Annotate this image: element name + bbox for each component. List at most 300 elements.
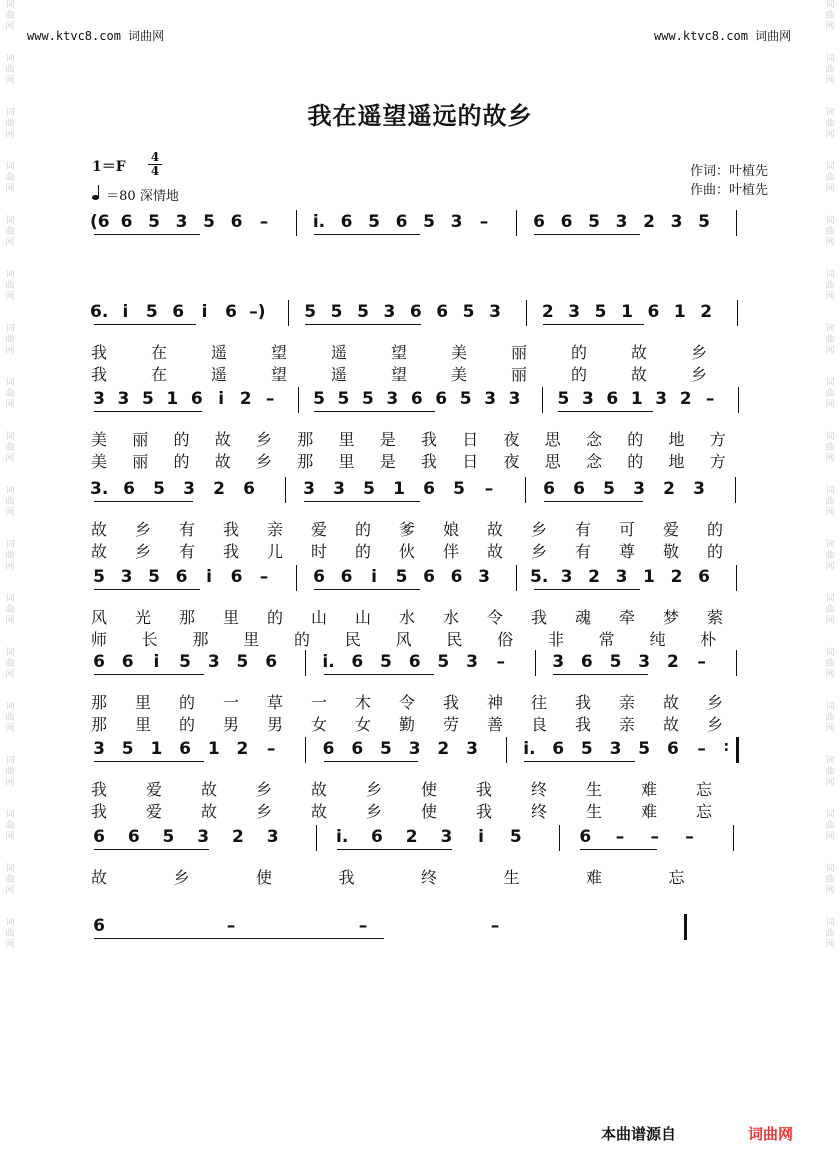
notation-row bbox=[90, 208, 760, 238]
lyric-char: 乡 bbox=[255, 802, 272, 821]
lyric-char: 那 bbox=[90, 715, 107, 734]
note: 5 bbox=[557, 389, 570, 409]
watermark-mark: 词 曲 网 bbox=[825, 756, 835, 788]
lyric-char: 念 bbox=[585, 430, 602, 449]
lyric-char: 使 bbox=[255, 868, 272, 887]
lyric-char: 乡 bbox=[530, 542, 547, 561]
note: 6 bbox=[410, 389, 423, 409]
bar-line bbox=[506, 737, 507, 763]
beam-line bbox=[314, 589, 420, 590]
lyric-char: 那 bbox=[90, 693, 107, 712]
note: 3 bbox=[466, 739, 478, 759]
note: 3 bbox=[484, 389, 497, 409]
note: 5 bbox=[121, 739, 134, 759]
watermark-mark: 词 曲 网 bbox=[825, 540, 835, 572]
beam-line bbox=[580, 849, 656, 850]
note: 5 bbox=[93, 567, 105, 587]
note: 2 bbox=[437, 739, 450, 759]
beam-line bbox=[305, 324, 421, 325]
bar-line bbox=[736, 210, 737, 236]
lyric-char: 丽 bbox=[510, 365, 527, 384]
note: i. bbox=[322, 652, 335, 672]
lyric-char: 望 bbox=[390, 343, 407, 362]
lyric-row-1 bbox=[90, 517, 760, 539]
watermark-mark: 词 曲 网 bbox=[825, 594, 835, 626]
lyric-char: 乡 bbox=[255, 780, 272, 799]
lyric-char: 乡 bbox=[255, 452, 272, 471]
note: 3 bbox=[303, 479, 315, 499]
lyric-row-2 bbox=[90, 627, 760, 649]
lyric-char: 的 bbox=[354, 542, 371, 561]
lyric-row-1 bbox=[90, 605, 760, 627]
note: 6 bbox=[666, 739, 679, 759]
lyric-char: 那 bbox=[178, 608, 195, 627]
lyric-char: 乡 bbox=[530, 520, 547, 539]
lyric-char: 我 bbox=[420, 452, 437, 471]
lyric-char: 生 bbox=[585, 802, 602, 821]
note: 5 bbox=[313, 389, 325, 409]
watermark-mark: 词 曲 网 bbox=[5, 378, 15, 410]
lyric-char: 故 bbox=[486, 520, 503, 539]
note: – bbox=[358, 916, 368, 936]
lyric-char: 日 bbox=[462, 430, 479, 449]
note: 3 bbox=[386, 389, 399, 409]
lyric-char: 我 bbox=[90, 365, 107, 384]
note: 6 bbox=[647, 302, 660, 322]
lyric-char: 遥 bbox=[210, 365, 227, 384]
lyric-char: 乡 bbox=[134, 542, 151, 561]
lyric-char: 令 bbox=[486, 608, 503, 627]
note: 6 bbox=[340, 567, 353, 587]
note: 6 bbox=[606, 389, 619, 409]
note: 5 bbox=[423, 212, 435, 232]
bar-line bbox=[736, 565, 737, 591]
bar-line bbox=[516, 565, 517, 591]
note: i bbox=[218, 389, 225, 409]
lyric-char: 美 bbox=[450, 365, 467, 384]
note: 6 bbox=[172, 302, 185, 322]
watermark-mark: 词 曲 网 bbox=[5, 216, 15, 248]
bar-line bbox=[298, 387, 299, 413]
lyric-char: 的 bbox=[627, 430, 644, 449]
lyric-row-1 bbox=[90, 865, 760, 887]
note: 3 bbox=[117, 389, 130, 409]
lyric-char: 女 bbox=[310, 715, 327, 734]
quarter-note-icon bbox=[92, 186, 102, 200]
note: – bbox=[259, 212, 269, 232]
lyric-char: 我 bbox=[530, 608, 547, 627]
lyric-char: 山 bbox=[310, 608, 327, 627]
notation-row bbox=[90, 475, 760, 505]
note: 3 bbox=[266, 827, 279, 847]
time-signature bbox=[148, 151, 162, 178]
note: i. bbox=[523, 739, 536, 759]
note: 6 bbox=[340, 212, 353, 232]
beam-line bbox=[534, 589, 640, 590]
lyric-char: 的 bbox=[178, 693, 195, 712]
note: 3 bbox=[655, 389, 668, 409]
lyric-char: 往 bbox=[530, 693, 547, 712]
lyric-char: 亲 bbox=[618, 693, 635, 712]
watermark-mark: 词 曲 网 bbox=[5, 432, 15, 464]
bar-line bbox=[305, 650, 306, 676]
note: 5 bbox=[594, 302, 607, 322]
note: 5 bbox=[437, 652, 450, 672]
notation-row bbox=[90, 912, 760, 942]
note: i bbox=[206, 567, 212, 587]
beam-line bbox=[324, 674, 434, 675]
lyric-char: 里 bbox=[134, 693, 151, 712]
lyric-char: 我 bbox=[475, 780, 492, 799]
lyric-char: 故 bbox=[310, 802, 327, 821]
note: 6 bbox=[123, 479, 135, 499]
lyric-char: 山 bbox=[354, 608, 371, 627]
lyric-char: 有 bbox=[574, 520, 591, 539]
note: 1 bbox=[621, 302, 633, 322]
lyric-char: 美 bbox=[90, 430, 107, 449]
watermark-mark: 词 曲 网 bbox=[5, 324, 15, 356]
note: 2 bbox=[405, 827, 418, 847]
beam-line bbox=[324, 761, 419, 762]
lyric-char: 乡 bbox=[365, 802, 382, 821]
beam-line bbox=[314, 234, 420, 235]
lyric-char: 有 bbox=[574, 542, 591, 561]
score-line bbox=[90, 648, 760, 734]
bar-line bbox=[516, 210, 517, 236]
note: 5 bbox=[509, 827, 522, 847]
watermark-mark: 词 曲 网 bbox=[825, 864, 835, 896]
note: 3 bbox=[93, 739, 105, 759]
lyric-char: 丽 bbox=[132, 452, 149, 471]
lyric-char: 里 bbox=[338, 430, 355, 449]
watermark-mark: 词 曲 网 bbox=[825, 0, 835, 32]
lyric-char: 难 bbox=[585, 868, 602, 887]
header-right-site[interactable]: www.ktvc8.com 词曲网 bbox=[654, 29, 792, 43]
note: 3 bbox=[120, 567, 133, 587]
note: 5 bbox=[459, 389, 472, 409]
score-line bbox=[90, 563, 760, 649]
beam-line bbox=[524, 761, 634, 762]
lyric-char: 丽 bbox=[132, 430, 149, 449]
lyric-char: 故 bbox=[630, 365, 647, 384]
lyric-char: 在 bbox=[150, 343, 167, 362]
bar-line bbox=[684, 914, 687, 940]
note: 3 bbox=[670, 212, 683, 232]
note: 5 bbox=[153, 479, 165, 499]
note: 6 bbox=[179, 739, 191, 759]
note: – bbox=[705, 389, 715, 409]
lyric-char: 水 bbox=[442, 608, 459, 627]
note: 3 bbox=[568, 302, 581, 322]
lyric-char: 爱 bbox=[145, 802, 162, 821]
note: 5 bbox=[162, 827, 175, 847]
note: 6 bbox=[698, 567, 710, 587]
watermark-mark: 词 曲 网 bbox=[5, 918, 15, 950]
lyric-char: 的 bbox=[570, 343, 587, 362]
lyric-char: 我 bbox=[338, 868, 355, 887]
score-line bbox=[90, 735, 760, 821]
note: –) bbox=[249, 302, 266, 322]
watermark-mark: 词 曲 网 bbox=[825, 216, 835, 248]
lyric-char: 的 bbox=[173, 452, 190, 471]
lyric-char: 爱 bbox=[145, 780, 162, 799]
lyric-char: 我 bbox=[222, 542, 239, 561]
beam-line bbox=[94, 761, 204, 762]
lyric-char: 可 bbox=[618, 520, 635, 539]
lyric-char: 难 bbox=[640, 802, 657, 821]
lyric-row-1 bbox=[90, 690, 760, 712]
lyric-char: 那 bbox=[297, 430, 314, 449]
beam-line bbox=[543, 324, 645, 325]
note: 3 bbox=[466, 652, 478, 672]
bar-line bbox=[735, 477, 736, 503]
note: 6 bbox=[127, 827, 140, 847]
note: 6 bbox=[395, 212, 408, 232]
lyric-char: 水 bbox=[398, 608, 415, 627]
note: 5 bbox=[453, 479, 465, 499]
watermark-mark: 词 曲 网 bbox=[5, 540, 15, 572]
lyric-char: 方 bbox=[709, 430, 726, 449]
beam-line bbox=[94, 234, 200, 235]
watermark-strip-right bbox=[820, 0, 840, 1169]
note: 6 bbox=[409, 302, 422, 322]
note: 2 bbox=[541, 302, 554, 322]
bar-line bbox=[737, 300, 738, 326]
bar-line bbox=[316, 825, 317, 851]
note: – bbox=[484, 479, 494, 499]
note: 5 bbox=[148, 212, 160, 232]
beam-line bbox=[94, 938, 384, 939]
lyric-char: 里 bbox=[222, 608, 239, 627]
lyric-char: 故 bbox=[662, 715, 679, 734]
watermark-mark: 词 曲 网 bbox=[5, 270, 15, 302]
note: i bbox=[371, 567, 377, 587]
lyric-char: 我 bbox=[222, 520, 239, 539]
watermark-mark: 词 曲 网 bbox=[5, 648, 15, 680]
watermark-mark: 词 曲 网 bbox=[825, 378, 835, 410]
note: 3 bbox=[478, 567, 490, 587]
lyric-char: 我 bbox=[574, 715, 591, 734]
lyric-char: 的 bbox=[627, 452, 644, 471]
note: 5 bbox=[609, 652, 622, 672]
note: 5 bbox=[462, 302, 475, 322]
watermark-mark: 词 曲 网 bbox=[825, 486, 835, 518]
footer-source-text: 本曲谱源自 bbox=[601, 1125, 677, 1143]
lyric-char: 使 bbox=[420, 802, 437, 821]
lyric-char: 乡 bbox=[255, 430, 272, 449]
lyric-char: 爹 bbox=[398, 520, 415, 539]
lyric-char: 俗 bbox=[497, 630, 514, 649]
lyric-char: 望 bbox=[390, 365, 407, 384]
lyric-char: 使 bbox=[420, 780, 437, 799]
bar-line bbox=[535, 650, 536, 676]
note: 6 bbox=[579, 827, 592, 847]
note: 3 bbox=[207, 652, 220, 672]
bar-line bbox=[296, 565, 297, 591]
note: 3 bbox=[633, 479, 645, 499]
beam-line bbox=[534, 234, 640, 235]
score-line bbox=[90, 208, 760, 238]
lyric-char: 遥 bbox=[210, 343, 227, 362]
note: 6 bbox=[313, 567, 325, 587]
lyric-char: 故 bbox=[90, 542, 107, 561]
lyric-char: 里 bbox=[338, 452, 355, 471]
lyric-char: 思 bbox=[544, 430, 561, 449]
lyric-char: 我 bbox=[442, 693, 459, 712]
lyric-char: 生 bbox=[585, 780, 602, 799]
lyric-char: 故 bbox=[200, 780, 217, 799]
lyric-char: 故 bbox=[630, 343, 647, 362]
lyric-char: 难 bbox=[640, 780, 657, 799]
note: 3 bbox=[197, 827, 210, 847]
score-line bbox=[90, 385, 760, 471]
bar-line bbox=[526, 300, 527, 326]
lyric-char: 一 bbox=[222, 693, 239, 712]
note: 5 bbox=[330, 302, 343, 322]
note: 3 bbox=[581, 389, 594, 409]
beam-line bbox=[94, 411, 202, 412]
lyric-char: 常 bbox=[598, 630, 615, 649]
note: 6 bbox=[351, 652, 364, 672]
note: 5 bbox=[603, 479, 615, 499]
note: 1 bbox=[207, 739, 220, 759]
note: 1 bbox=[166, 389, 179, 409]
note: 3 bbox=[93, 389, 105, 409]
note: 5. bbox=[530, 567, 549, 587]
lyric-char: 丽 bbox=[510, 343, 527, 362]
repeat-dots: : bbox=[723, 739, 730, 755]
lyric-char: 方 bbox=[709, 452, 726, 471]
note: 3 bbox=[450, 212, 463, 232]
lyric-row-2 bbox=[90, 449, 760, 471]
header-left-site[interactable]: www.ktvc8.com 词曲网 bbox=[27, 29, 165, 43]
lyric-char: 魂 bbox=[574, 608, 591, 627]
lyric-char: 萦 bbox=[706, 608, 723, 627]
note: 6 bbox=[93, 916, 105, 936]
song-title: 我在遥望遥远的故乡 bbox=[307, 102, 533, 130]
watermark-mark: 词 曲 网 bbox=[825, 810, 835, 842]
lyric-char: 望 bbox=[270, 343, 287, 362]
lyric-char: 美 bbox=[450, 343, 467, 362]
watermark-mark: 词 曲 网 bbox=[825, 108, 835, 140]
lyric-char: 善 bbox=[486, 715, 503, 734]
note: 3 bbox=[508, 389, 521, 409]
score-line bbox=[90, 912, 760, 942]
note: 6 bbox=[423, 479, 435, 499]
lyric-char: 乡 bbox=[365, 780, 382, 799]
watermark-mark: 词 曲 网 bbox=[5, 702, 15, 734]
note: 3 bbox=[333, 479, 345, 499]
watermark-mark: 词 曲 网 bbox=[825, 162, 835, 194]
note: 3 bbox=[183, 479, 195, 499]
note: 6 bbox=[120, 212, 133, 232]
watermark-mark: 词 曲 网 bbox=[825, 270, 835, 302]
lyric-char: 乡 bbox=[173, 868, 190, 887]
beam-line bbox=[94, 324, 196, 325]
note: 3 bbox=[615, 567, 628, 587]
lyric-char: 儿 bbox=[266, 542, 283, 561]
lyric-char: 故 bbox=[662, 693, 679, 712]
lyric-char: 思 bbox=[544, 452, 561, 471]
lyric-char: 爱 bbox=[310, 520, 327, 539]
bar-line bbox=[559, 825, 560, 851]
note: 2 bbox=[670, 567, 683, 587]
lyric-row-2 bbox=[90, 362, 760, 384]
lyric-char: 爱 bbox=[662, 520, 679, 539]
note: – bbox=[697, 739, 706, 759]
watermark-mark: 词 曲 网 bbox=[825, 918, 835, 950]
note: 6 bbox=[93, 827, 105, 847]
note: 6 bbox=[423, 567, 435, 587]
note: 5 bbox=[236, 652, 249, 672]
lyric-char: 风 bbox=[90, 608, 107, 627]
score-line bbox=[90, 475, 760, 561]
lyric-char: 的 bbox=[354, 520, 371, 539]
lyric-char: 故 bbox=[90, 868, 107, 887]
lyric-row-2 bbox=[90, 799, 760, 821]
lyric-char: 终 bbox=[530, 802, 547, 821]
key-signature: 1＝F bbox=[92, 159, 126, 175]
note: (6 bbox=[90, 212, 110, 232]
lyric-char: 我 bbox=[475, 802, 492, 821]
lyric-char: 故 bbox=[90, 520, 107, 539]
lyric-char: 终 bbox=[530, 780, 547, 799]
lyric-char: 民 bbox=[446, 630, 463, 649]
note: 6 bbox=[93, 652, 105, 672]
lyric-char: 长 bbox=[141, 630, 158, 649]
lyric-char: 我 bbox=[90, 780, 107, 799]
lyric-char: 在 bbox=[150, 365, 167, 384]
notation-row bbox=[90, 298, 760, 328]
lyric-char: 朴 bbox=[700, 630, 717, 649]
score-line bbox=[90, 823, 760, 887]
bar-line bbox=[542, 387, 543, 413]
lyric-char: 里 bbox=[134, 715, 151, 734]
note: 3 bbox=[609, 739, 622, 759]
note: 6 bbox=[175, 567, 188, 587]
lyric-char: 我 bbox=[420, 430, 437, 449]
note: 6 bbox=[552, 739, 565, 759]
note: 3 bbox=[693, 479, 705, 499]
lyric-char: 男 bbox=[266, 715, 283, 734]
note: i bbox=[478, 827, 484, 847]
lyric-char: 乡 bbox=[134, 520, 151, 539]
watermark-mark: 词 曲 网 bbox=[5, 0, 15, 32]
footer-brand-link[interactable]: 词曲网 bbox=[748, 1125, 794, 1143]
lyric-char: 伴 bbox=[442, 542, 459, 561]
note: i. bbox=[336, 827, 349, 847]
note: 5 bbox=[580, 739, 593, 759]
note: 1 bbox=[643, 567, 655, 587]
lyric-char: 我 bbox=[90, 802, 107, 821]
bar-line bbox=[305, 737, 306, 763]
lyric-row-1 bbox=[90, 427, 760, 449]
lyric-char: 忘 bbox=[695, 780, 712, 799]
note: – bbox=[479, 212, 489, 232]
lyric-char: 的 bbox=[178, 715, 195, 734]
note: 2 bbox=[236, 739, 249, 759]
note: 5 bbox=[588, 212, 600, 232]
lyric-char: 光 bbox=[134, 608, 151, 627]
note: 6 bbox=[543, 479, 555, 499]
lyric-char: 牵 bbox=[618, 608, 635, 627]
note: 2 bbox=[700, 302, 713, 322]
note: 6 bbox=[225, 302, 237, 322]
lyric-char: 女 bbox=[354, 715, 371, 734]
watermark-mark: 词 曲 网 bbox=[825, 648, 835, 680]
lyric-char: 是 bbox=[379, 430, 396, 449]
note: 5 bbox=[380, 739, 392, 759]
